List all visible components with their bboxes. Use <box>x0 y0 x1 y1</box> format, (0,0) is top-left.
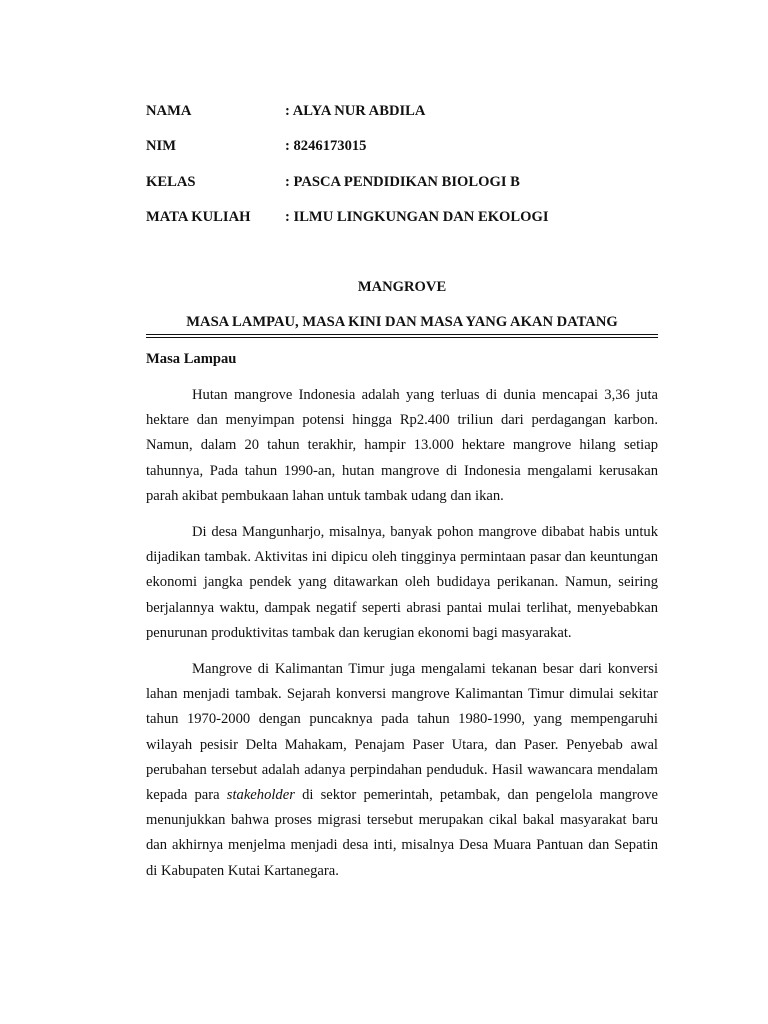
section-heading: Masa Lampau <box>146 351 237 367</box>
document-subtitle: MASA LAMPAU, MASA KINI DAN MASA YANG AKAN DATANG <box>186 314 618 330</box>
paragraph-3-text-before: Mangrove di Kalimantan Timur juga mengalami tekanan besar dari konversi lahan menjadi tambak. Sejarah konversi mangrove Kalimantan Timur dimulai sekitar tahun 1970-2000 dengan puncaknya pada tahun 1980-1990, yang mempengaruhi wilayah pesisir Delta Mahakam, Penajam Paser Utara, dan Paser. Penyebab awal perubahan tersebut adalah adanya perpindahan penduduk. Hasil wawancara mendalam kepada para <box>146 661 658 804</box>
info-value: : PASCA PENDIDIKAN BIOLOGI B <box>285 173 520 190</box>
paragraph-3 <box>146 657 658 884</box>
student-info-table <box>146 100 658 242</box>
info-label: NIM <box>146 138 176 155</box>
document-title: MANGROVE <box>357 279 447 295</box>
paragraph-1: Hutan mangrove Indonesia adalah yang terluas di dunia mencapai 3,36 juta hektare dan menyimpan potensi hingga Rp2.400 triliun dari perdagangan karbon. Namun, dalam 20 tahun terakhir, hampir 13.000 hektare mangrove hilang setiap tahunnya, Pada tahun 1990-an, hutan mangrove di Indonesia mengalami kerusakan parah akibat pembukaan lahan untuk tambak udang dan ikan. <box>146 387 658 504</box>
subtitle-double-underline <box>146 334 658 338</box>
info-row-class <box>146 171 658 206</box>
info-label: MATA KULIAH <box>146 209 251 226</box>
body-text <box>146 383 658 895</box>
paragraph-2: Di desa Mangunharjo, misalnya, banyak pohon mangrove dibabat habis untuk dijadikan tambak. Aktivitas ini dipicu oleh tingginya permintaan pasar dan keuntungan ekonomi jangka pendek yang ditawarkan oleh budidaya perikanan. Namun, seiring berjalannya waktu, dampak negatif seperti abrasi pantai mulai terlihat, menyebabkan penurunan produktivitas tambak dan kerugian ekonomi bagi masyarakat. <box>146 524 658 641</box>
document-subtitle-block <box>146 311 658 338</box>
info-value: : 8246173015 <box>285 138 367 155</box>
info-row-nim <box>146 135 658 170</box>
paragraph-3-text-after: di sektor pemerintah, petambak, dan pengelola mangrove menunjukkan bahwa proses migrasi tersebut merupakan cikal bakal masyarakat baru dan akhirnya menjelma menjadi desa inti, misalnya Desa Muara Pantuan dan Sepatin di Kabupaten Kutai Kartanegara. <box>146 787 658 879</box>
paragraph-3-emphasis: stakeholder <box>226 787 295 804</box>
info-value: : ALYA NUR ABDILA <box>285 103 426 119</box>
info-label: NAMA <box>146 103 192 119</box>
info-value: : ILMU LINGKUNGAN DAN EKOLOGI <box>285 209 549 226</box>
info-row-name <box>146 100 658 135</box>
info-row-course <box>146 206 658 241</box>
info-label: KELAS <box>146 173 196 190</box>
